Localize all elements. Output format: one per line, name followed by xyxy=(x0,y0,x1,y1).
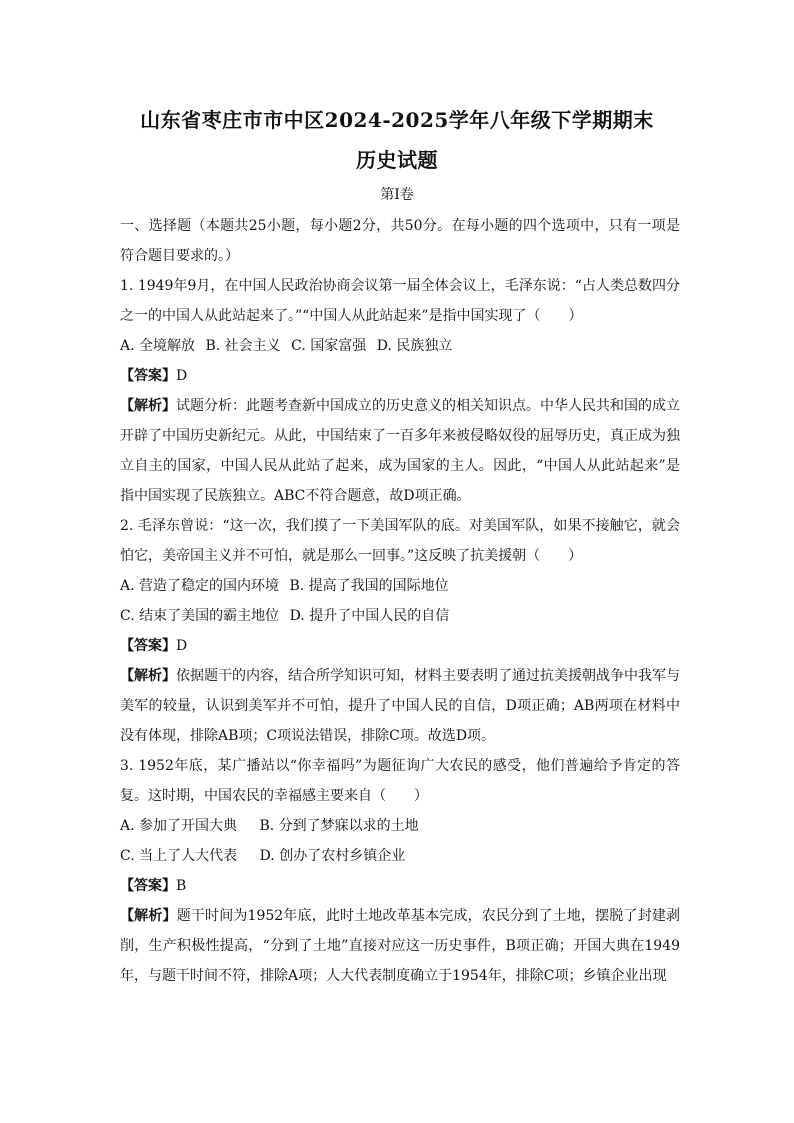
question-1-option-b: B. 社会主义 xyxy=(205,338,281,354)
answer-tag: 【答案】 xyxy=(120,638,176,654)
document-title: 山东省枣庄市市中区2024-2025学年八年级下学期期末 xyxy=(140,108,654,132)
question-2-option-d: D. 提升了中国人民的自信 xyxy=(289,608,450,624)
analysis-text: 题干时间为1952年底，此时土地改革基本完成，农民分到了土地，摆脱了封建剥削，生产积极性提高，“分到了土地”直接对应这一历史事件，B项正确；开国大典在1949年，与题干时间不符，排除A项；人大代表制度确立于1954年，排除C项；乡镇企业出现 xyxy=(120,908,680,984)
question-1-options xyxy=(120,331,680,361)
analysis-tag: 【解析】 xyxy=(120,398,176,414)
question-2-option-b: B. 提高了我国的国际地位 xyxy=(289,578,449,594)
question-2-option-a: A. 营造了稳定的国内环境 xyxy=(120,578,280,594)
question-2-option-c: C. 结束了美国的霸主地位 xyxy=(120,608,280,624)
question-1-option-d: D. 民族独立 xyxy=(376,338,453,354)
question-2-options-row2 xyxy=(120,601,680,631)
question-1-stem: 1. 1949年9月，在中国人民政治协商会议第一届全体会议上，毛泽东说：“占人类总数四分之一的中国人从此站起来了。”“中国人从此站起来”是指中国实现了（ ） xyxy=(120,278,680,324)
question-3-options-row2 xyxy=(120,841,680,871)
document-subtitle: 历史试题 xyxy=(356,148,438,172)
question-3-option-c: C. 当上了人大代表 xyxy=(120,848,238,864)
question-1-option-a: A. 全境解放 xyxy=(120,338,196,354)
section-intro: 一、选择题（本题共25小题，每小题2分，共50分。在每小题的四个选项中，只有一项是符合题目要求的。） xyxy=(120,218,680,264)
answer-value: D xyxy=(176,368,188,384)
question-3-option-a: A. 参加了开国大典 xyxy=(120,818,238,834)
analysis-text: 依据题干的内容，结合所学知识可知，材料主要表明了通过抗美援朝战争中我军与美军的较量，认识到美军并不可怕，提升了中国人民的自信，D项正确；AB两项在材料中没有体现，排除AB项；C项说法错误，排除C项。故选D项。 xyxy=(120,668,680,744)
analysis-tag: 【解析】 xyxy=(120,668,176,684)
question-2-options-row1 xyxy=(120,571,680,601)
question-1-analysis xyxy=(120,391,680,511)
question-2-answer xyxy=(120,631,680,661)
answer-value: D xyxy=(176,638,188,654)
document-body xyxy=(120,211,680,991)
question-1-answer xyxy=(120,361,680,391)
question-3-options-row1 xyxy=(120,811,680,841)
answer-tag: 【答案】 xyxy=(120,368,176,384)
answer-value: B xyxy=(176,878,187,894)
question-2-analysis xyxy=(120,661,680,751)
volume-label: 第I卷 xyxy=(380,187,414,203)
analysis-text: 试题分析：此题考查新中国成立的历史意义的相关知识点。中华人民共和国的成立开辟了中国历史新纪元。从此，中国结束了一百多年来被侵略奴役的屈辱历史，真正成为独立自主的国家，中国人民从此站了起来，成为国家的主人。因此，“中国人从此站起来”是指中国实现了民族独立。ABC不符合题意，故D项正确。 xyxy=(120,398,680,504)
question-3-option-d: D. 创办了农村乡镇企业 xyxy=(259,848,406,864)
question-3-stem: 3. 1952年底，某广播站以“你幸福吗”为题征询广大农民的感受，他们普遍给予肯定的答复。这时期，中国农民的幸福感主要来自（ ） xyxy=(120,758,680,804)
question-3-answer xyxy=(120,871,680,901)
question-3-option-b: B. 分到了梦寐以求的土地 xyxy=(259,818,419,834)
analysis-tag: 【解析】 xyxy=(120,908,177,924)
answer-tag: 【答案】 xyxy=(120,878,176,894)
question-2-stem: 2. 毛泽东曾说：“这一次，我们摸了一下美国军队的底。对美国军队，如果不接触它，就会怕它，美帝国主义并不可怕，就是那么一回事。”这反映了抗美援朝（ ） xyxy=(120,518,680,564)
question-1-option-c: C. 国家富强 xyxy=(291,338,367,354)
question-3-analysis xyxy=(120,901,680,991)
